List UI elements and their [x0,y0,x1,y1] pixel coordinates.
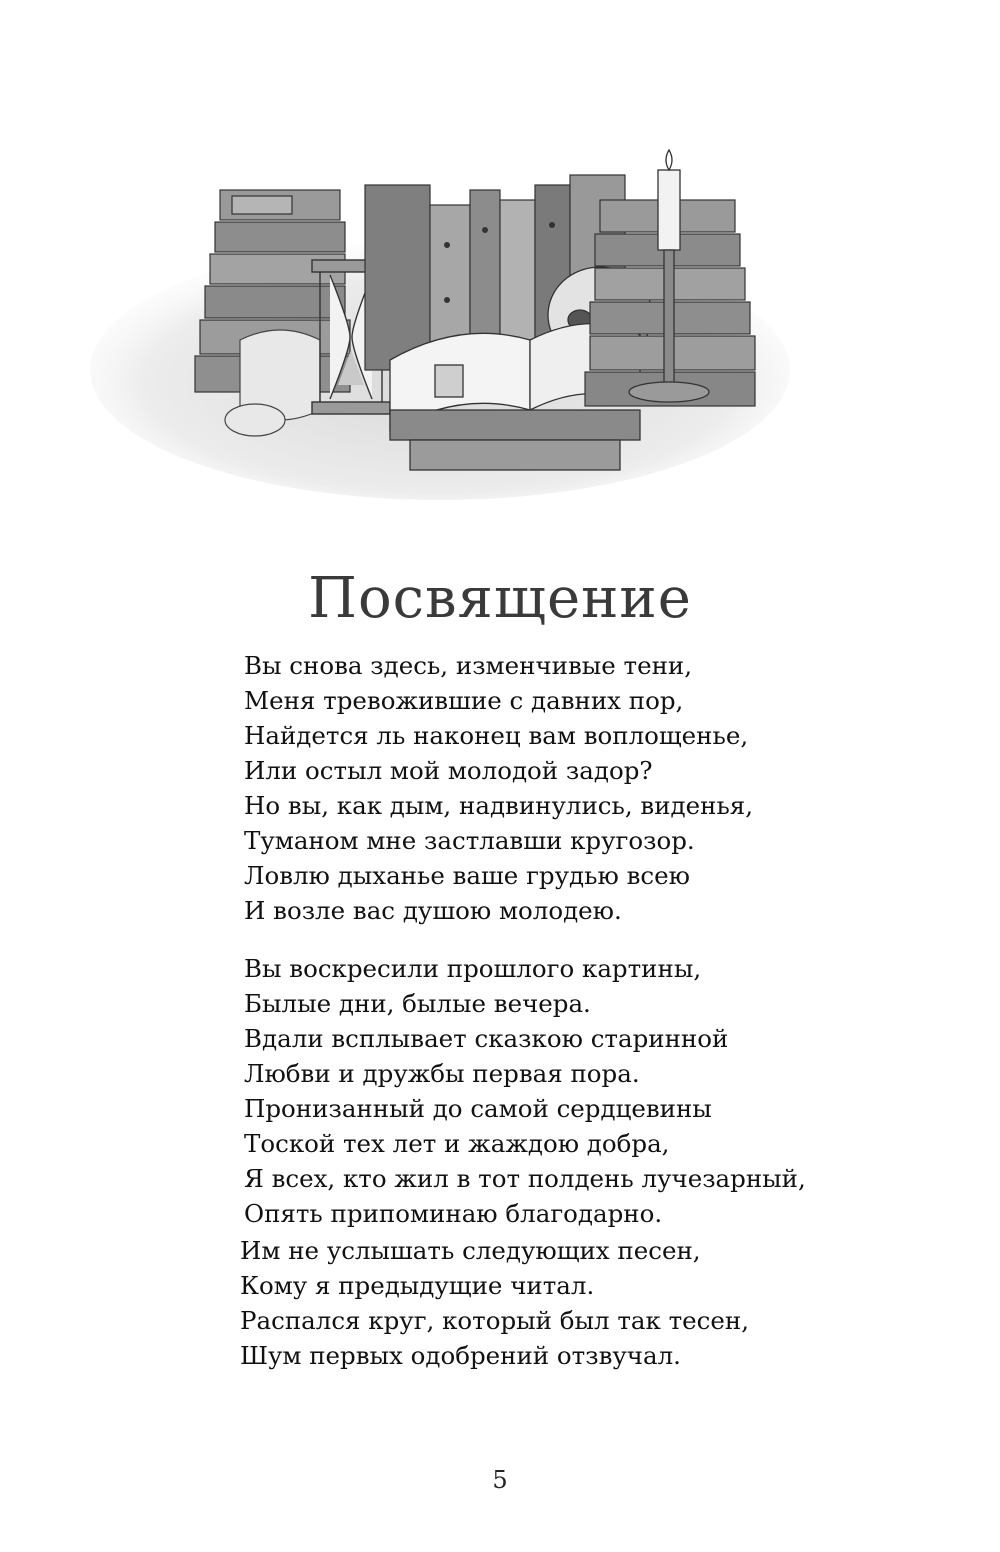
books-illustration [90,130,790,500]
stanza [240,1233,749,1373]
poem-line: Меня тревожившие с давних пор, [244,686,684,715]
poem-line: Кому я предыдущие читал. [240,1271,595,1300]
poem-line: Я всех, кто жил в тот полдень лучезарный, [244,1164,806,1193]
poem-line: Пронизанный до самой сердцевины [244,1094,712,1123]
poem-line: Найдется ль наконец вам воплощенье, [244,721,749,750]
poem-line: Вы воскресили прошлого картины, [244,954,702,983]
poem-line: Или остыл мой молодой задор? [244,756,653,785]
poem-line: И возле вас душою молодею. [244,896,622,925]
poem-line: Опять припоминаю благодарно. [244,1199,663,1228]
poem-line: Былые дни, былые вечера. [244,989,591,1018]
poem-line: Но вы, как дым, надвинулись, виденья, [244,791,754,820]
poem-line: Шум первых одобрений отзвучал. [240,1341,681,1370]
poem-line: Ловлю дыханье ваше грудью всею [244,861,690,890]
page-title: Посвящение [308,565,692,631]
poem-line: Туманом мне застлавши кругозор. [244,826,695,855]
poem-line: Тоской тех лет и жаждою добра, [244,1129,670,1158]
stanza [244,951,806,1231]
poem-line: Распался круг, который был так тесен, [240,1306,750,1335]
poem-line: Любви и дружбы первая пора. [244,1059,640,1088]
stanza [244,648,753,928]
poem-line: Им не услышать следующих песен, [240,1236,701,1265]
page-number: 5 [492,1466,508,1494]
poem-line: Вдали всплывает сказкою старинной [244,1024,729,1053]
poem-line: Вы снова здесь, изменчивые тени, [244,651,693,680]
